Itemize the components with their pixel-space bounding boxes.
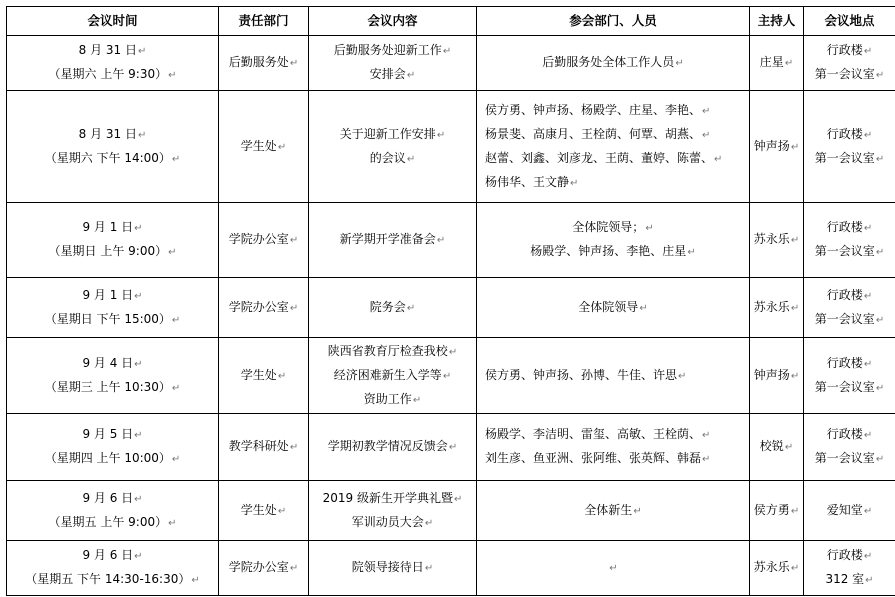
paragraph-mark: ↵ (678, 370, 687, 382)
paragraph-mark: ↵ (702, 105, 711, 117)
location (806, 147, 893, 171)
host-text: 钟声扬 (753, 138, 790, 153)
paragraph-mark: ↵ (875, 247, 885, 258)
paragraph-mark: ↵ (790, 141, 800, 153)
attendees-cell (477, 203, 750, 278)
paragraph-mark: ↵ (609, 563, 618, 574)
paragraph-mark: ↵ (134, 223, 143, 234)
paragraph-mark: ↵ (863, 290, 873, 302)
department-text: 教学科研处 (228, 439, 289, 453)
meeting-time-cell (7, 278, 219, 338)
paragraph-mark: ↵ (436, 129, 446, 141)
meeting-time-text: 9 月 1 日 (82, 220, 134, 234)
location-text: 第一会议室 (814, 150, 875, 165)
paragraph-mark: ↵ (134, 551, 143, 562)
location-text: 第一会议室 (814, 311, 875, 326)
meeting-time-text: （星期四 上午 10:00） (44, 451, 171, 465)
content-cell (309, 91, 477, 203)
paragraph-mark: ↵ (863, 223, 873, 234)
paragraph-mark: ↵ (289, 58, 299, 69)
paragraph-mark: ↵ (875, 314, 885, 326)
paragraph-mark: ↵ (675, 58, 684, 69)
attendees-text: 全体院领导； (572, 220, 645, 234)
paragraph-mark: ↵ (570, 177, 579, 189)
location (806, 568, 893, 592)
location-text: 行政楼 (826, 43, 863, 57)
meeting-content-text: 新学期开学准备会 (339, 232, 436, 246)
attendees (485, 447, 747, 471)
meeting-time-text: 9 月 5 日 (82, 427, 134, 441)
location-cell (804, 541, 895, 596)
paragraph-mark: ↵ (863, 430, 873, 441)
paragraph-mark: ↵ (406, 70, 416, 81)
attendees-text: 杨殿学、钟声扬、李艳、庄星 (530, 244, 687, 258)
host-cell (750, 203, 804, 278)
paragraph-mark: ↵ (289, 235, 299, 246)
paragraph-mark: ↵ (442, 370, 452, 382)
paragraph-mark: ↵ (424, 517, 434, 529)
department-text: 学院办公室 (228, 560, 289, 574)
attendees (479, 51, 747, 75)
paragraph-mark: ↵ (137, 46, 147, 57)
paragraph-mark: ↵ (412, 394, 422, 406)
meeting-time (9, 308, 216, 332)
meeting-time-text: 9 月 4 日 (82, 355, 134, 370)
paragraph-mark: ↵ (436, 235, 446, 246)
table-row (7, 338, 895, 414)
location-text: 第一会议室 (814, 67, 875, 81)
host-text: 庄星 (759, 55, 784, 69)
attendees-text: 侯方勇、钟声扬、孙博、牛佳、许思 (485, 367, 678, 382)
content-cell (309, 36, 477, 91)
host-cell (750, 541, 804, 596)
paragraph-mark: ↵ (702, 129, 711, 141)
location-text: 第一会议室 (814, 244, 875, 258)
location (806, 216, 893, 240)
paragraph-mark: ↵ (639, 302, 648, 314)
meeting-time-cell (7, 414, 219, 481)
meeting-content-text: 关于迎新工作安排 (339, 126, 436, 141)
header-attendees: 参会部门、人员 (477, 7, 750, 36)
content-cell (309, 338, 477, 414)
paragraph-mark: ↵ (875, 153, 885, 165)
paragraph-mark: ↵ (171, 153, 181, 165)
meeting-time-text: （星期日 上午 9:00） (48, 244, 168, 258)
paragraph-mark: ↵ (790, 235, 800, 246)
meeting-time (9, 39, 216, 63)
meeting-content-text: 陕西省教育厅检查我校 (327, 343, 448, 358)
host-text: 校锐 (759, 439, 784, 453)
location (806, 352, 893, 376)
attendees-cell (477, 414, 750, 481)
paragraph-mark: ↵ (633, 505, 642, 517)
location (806, 376, 893, 400)
paragraph-mark: ↵ (865, 575, 874, 586)
attendees-text: 刘生彦、鱼亚洲、张阿维、张英辉、韩磊 (485, 451, 702, 465)
attendees-cell (477, 338, 750, 414)
paragraph-mark: ↵ (863, 46, 873, 57)
paragraph-mark: ↵ (289, 442, 299, 453)
paragraph-mark: ↵ (277, 370, 287, 382)
meeting-time (9, 447, 216, 471)
paragraph-mark: ↵ (442, 46, 452, 57)
attendees-cell (477, 481, 750, 541)
paragraph-mark: ↵ (784, 58, 794, 69)
header-row (7, 7, 895, 36)
paragraph-mark: ↵ (171, 382, 181, 394)
content-cell (309, 481, 477, 541)
department-text: 学院办公室 (228, 299, 289, 314)
meeting-content-text: 院领导接待日 (351, 560, 424, 574)
location (806, 499, 893, 523)
meeting-content-text: 军训动员大会 (351, 514, 424, 529)
location (806, 39, 893, 63)
department-cell (219, 91, 309, 203)
paragraph-mark: ↵ (424, 563, 434, 574)
paragraph-mark: ↵ (168, 517, 177, 529)
meeting-time-cell (7, 91, 219, 203)
location-text: 行政楼 (826, 287, 863, 302)
table-row (7, 278, 895, 338)
paragraph-mark: ↵ (790, 302, 800, 314)
table-row (7, 481, 895, 541)
attendees (479, 556, 747, 580)
paragraph-mark: ↵ (277, 141, 287, 153)
paragraph-mark: ↵ (134, 290, 143, 302)
meeting-time (9, 284, 216, 308)
host-cell (750, 414, 804, 481)
paragraph-mark: ↵ (863, 505, 873, 517)
meeting-content (311, 296, 474, 320)
paragraph-mark: ↵ (645, 223, 654, 234)
paragraph-mark: ↵ (171, 314, 181, 326)
header-meeting-time: 会议时间 (7, 7, 219, 36)
location-text: 312 室 (825, 572, 865, 586)
department-text: 学院办公室 (228, 232, 289, 246)
department-text: 后勤服务处 (228, 55, 289, 69)
paragraph-mark: ↵ (137, 129, 147, 141)
content-cell (309, 203, 477, 278)
paragraph-mark: ↵ (406, 302, 416, 314)
meeting-time (9, 544, 216, 568)
host-cell (750, 91, 804, 203)
attendees-cell (477, 278, 750, 338)
content-cell (309, 541, 477, 596)
attendees-text: 侯方勇、钟声扬、杨殿学、庄星、李艳、 (485, 102, 702, 117)
meeting-time (9, 423, 216, 447)
location (806, 423, 893, 447)
meeting-time (9, 216, 216, 240)
location-text: 行政楼 (826, 427, 863, 441)
paragraph-mark: ↵ (191, 575, 200, 586)
attendees-cell (477, 91, 750, 203)
attendees (485, 364, 747, 388)
paragraph-mark: ↵ (171, 454, 181, 465)
header-host: 主持人 (750, 7, 804, 36)
table-row (7, 541, 895, 596)
location-cell (804, 91, 895, 203)
meeting-time-text: 9 月 1 日 (82, 287, 134, 302)
department-cell (219, 203, 309, 278)
meeting-content-text: 经济困难新生入学等 (333, 367, 442, 382)
attendees-text: 全体院领导 (578, 299, 639, 314)
department-text: 学生处 (240, 502, 277, 517)
attendees (479, 499, 747, 523)
meeting-time (9, 352, 216, 376)
meeting-content-text: 院务会 (369, 299, 406, 314)
location (806, 447, 893, 471)
location-cell (804, 338, 895, 414)
host-cell (750, 338, 804, 414)
meeting-content-text: 资助工作 (363, 391, 412, 406)
paragraph-mark: ↵ (863, 551, 873, 562)
meeting-time (9, 123, 216, 147)
meeting-content-text: 后勤服务处迎新工作 (333, 43, 442, 57)
meeting-content (311, 340, 474, 364)
content-cell (309, 414, 477, 481)
paragraph-mark: ↵ (134, 430, 143, 441)
location-cell (804, 414, 895, 481)
location (806, 284, 893, 308)
location-text: 行政楼 (826, 220, 863, 234)
department-cell (219, 278, 309, 338)
meeting-time-text: （星期五 上午 9:00） (48, 514, 168, 529)
attendees-text: 杨景斐、高康月、王栓荫、何覃、胡燕、 (485, 126, 702, 141)
attendees (485, 171, 747, 195)
table-row (7, 91, 895, 203)
meeting-content (311, 39, 474, 63)
meeting-content (311, 147, 474, 171)
meeting-content (311, 435, 474, 459)
meeting-content-text: 的会议 (369, 150, 406, 165)
meeting-time (9, 487, 216, 511)
meeting-time-text: 9 月 6 日 (82, 490, 134, 505)
paragraph-mark: ↵ (790, 505, 800, 517)
meeting-content (311, 123, 474, 147)
paragraph-mark: ↵ (453, 493, 463, 505)
paragraph-mark: ↵ (277, 505, 287, 517)
location-text: 行政楼 (826, 548, 863, 562)
meeting-content (311, 511, 474, 535)
attendees-text: 杨伟华、王文静 (485, 174, 570, 189)
table-row (7, 203, 895, 278)
attendees-cell (477, 541, 750, 596)
paragraph-mark: ↵ (790, 370, 800, 382)
meeting-time-text: 8 月 31 日 (78, 126, 137, 141)
meeting-time-text: （星期六 上午 9:30） (48, 67, 168, 81)
location-text: 第一会议室 (814, 379, 875, 394)
department-cell (219, 541, 309, 596)
location-text: 行政楼 (826, 126, 863, 141)
meeting-time (9, 147, 216, 171)
meeting-time-cell (7, 481, 219, 541)
meeting-content-text: 2019 级新生开学典礼暨 (322, 490, 453, 505)
header-content: 会议内容 (309, 7, 477, 36)
location-text: 行政楼 (826, 355, 863, 370)
meeting-time-cell (7, 203, 219, 278)
meeting-time-text: 8 月 31 日 (78, 43, 137, 57)
meeting-time-cell (7, 541, 219, 596)
location (806, 123, 893, 147)
host-text: 苏永乐 (753, 232, 790, 246)
attendees-cell (477, 36, 750, 91)
paragraph-mark: ↵ (863, 358, 873, 370)
paragraph-mark: ↵ (863, 129, 873, 141)
meeting-time-text: 9 月 6 日 (82, 548, 134, 562)
location (806, 63, 893, 87)
paragraph-mark: ↵ (702, 430, 711, 441)
attendees (479, 216, 747, 240)
attendees-text: 杨殿学、李洁明、雷玺、高敏、王栓荫、 (485, 427, 702, 441)
location-cell (804, 36, 895, 91)
department-cell (219, 414, 309, 481)
attendees (485, 123, 747, 147)
paragraph-mark: ↵ (289, 302, 299, 314)
meeting-time-text: （星期日 下午 15:00） (44, 311, 171, 326)
location (806, 308, 893, 332)
meeting-time (9, 376, 216, 400)
meeting-content (311, 487, 474, 511)
location (806, 544, 893, 568)
meeting-content-text: 学期初教学情况反馈会 (327, 439, 448, 453)
department-cell (219, 36, 309, 91)
location-cell (804, 481, 895, 541)
attendees (485, 423, 747, 447)
meeting-time-cell (7, 338, 219, 414)
paragraph-mark: ↵ (448, 442, 458, 453)
header-location: 会议地点 (804, 7, 895, 36)
meeting-content (311, 388, 474, 412)
paragraph-mark: ↵ (168, 70, 177, 81)
meeting-schedule-table (6, 6, 895, 596)
location-cell (804, 203, 895, 278)
attendees (485, 99, 747, 123)
host-text: 钟声扬 (753, 367, 790, 382)
host-text: 苏永乐 (753, 299, 790, 314)
attendees (479, 296, 747, 320)
meeting-content-text: 安排会 (369, 67, 406, 81)
meeting-content (311, 228, 474, 252)
host-text: 苏永乐 (753, 560, 790, 574)
paragraph-mark: ↵ (168, 247, 177, 258)
attendees (479, 240, 747, 264)
paragraph-mark: ↵ (406, 153, 416, 165)
location-text: 爱知堂 (826, 502, 863, 517)
attendees-text: 后勤服务处全体工作人员 (542, 55, 675, 69)
host-cell (750, 278, 804, 338)
paragraph-mark: ↵ (714, 153, 723, 165)
paragraph-mark: ↵ (134, 358, 143, 370)
meeting-time (9, 511, 216, 535)
location-text: 第一会议室 (814, 451, 875, 465)
department-cell (219, 338, 309, 414)
table-row (7, 36, 895, 91)
paragraph-mark: ↵ (875, 70, 885, 81)
meeting-content (311, 63, 474, 87)
header-department: 责任部门 (219, 7, 309, 36)
paragraph-mark: ↵ (289, 563, 299, 574)
meeting-time-cell (7, 36, 219, 91)
host-text: 侯方勇 (753, 502, 790, 517)
meeting-time-text: （星期三 上午 10:30） (44, 379, 171, 394)
table-row (7, 414, 895, 481)
host-cell (750, 36, 804, 91)
attendees (485, 147, 747, 171)
meeting-time-text: （星期五 下午 14:30-16:30） (25, 572, 191, 586)
paragraph-mark: ↵ (134, 493, 143, 505)
paragraph-mark: ↵ (448, 346, 458, 358)
attendees-text: 赵蕾、刘鑫、刘彦龙、王荫、董婷、陈蕾、 (485, 150, 714, 165)
paragraph-mark: ↵ (687, 247, 696, 258)
meeting-time (9, 63, 216, 87)
department-text: 学生处 (240, 367, 277, 382)
department-cell (219, 481, 309, 541)
meeting-time (9, 568, 216, 592)
paragraph-mark: ↵ (702, 454, 711, 465)
meeting-content (311, 556, 474, 580)
meeting-time-text: （星期六 下午 14:00） (44, 150, 171, 165)
paragraph-mark: ↵ (784, 442, 794, 453)
location-cell (804, 278, 895, 338)
paragraph-mark: ↵ (790, 563, 800, 574)
attendees-text: 全体新生 (584, 502, 633, 517)
host-cell (750, 481, 804, 541)
content-cell (309, 278, 477, 338)
paragraph-mark: ↵ (875, 382, 885, 394)
location (806, 240, 893, 264)
meeting-content (311, 364, 474, 388)
paragraph-mark: ↵ (875, 454, 885, 465)
meeting-time (9, 240, 216, 264)
department-text: 学生处 (240, 138, 277, 153)
